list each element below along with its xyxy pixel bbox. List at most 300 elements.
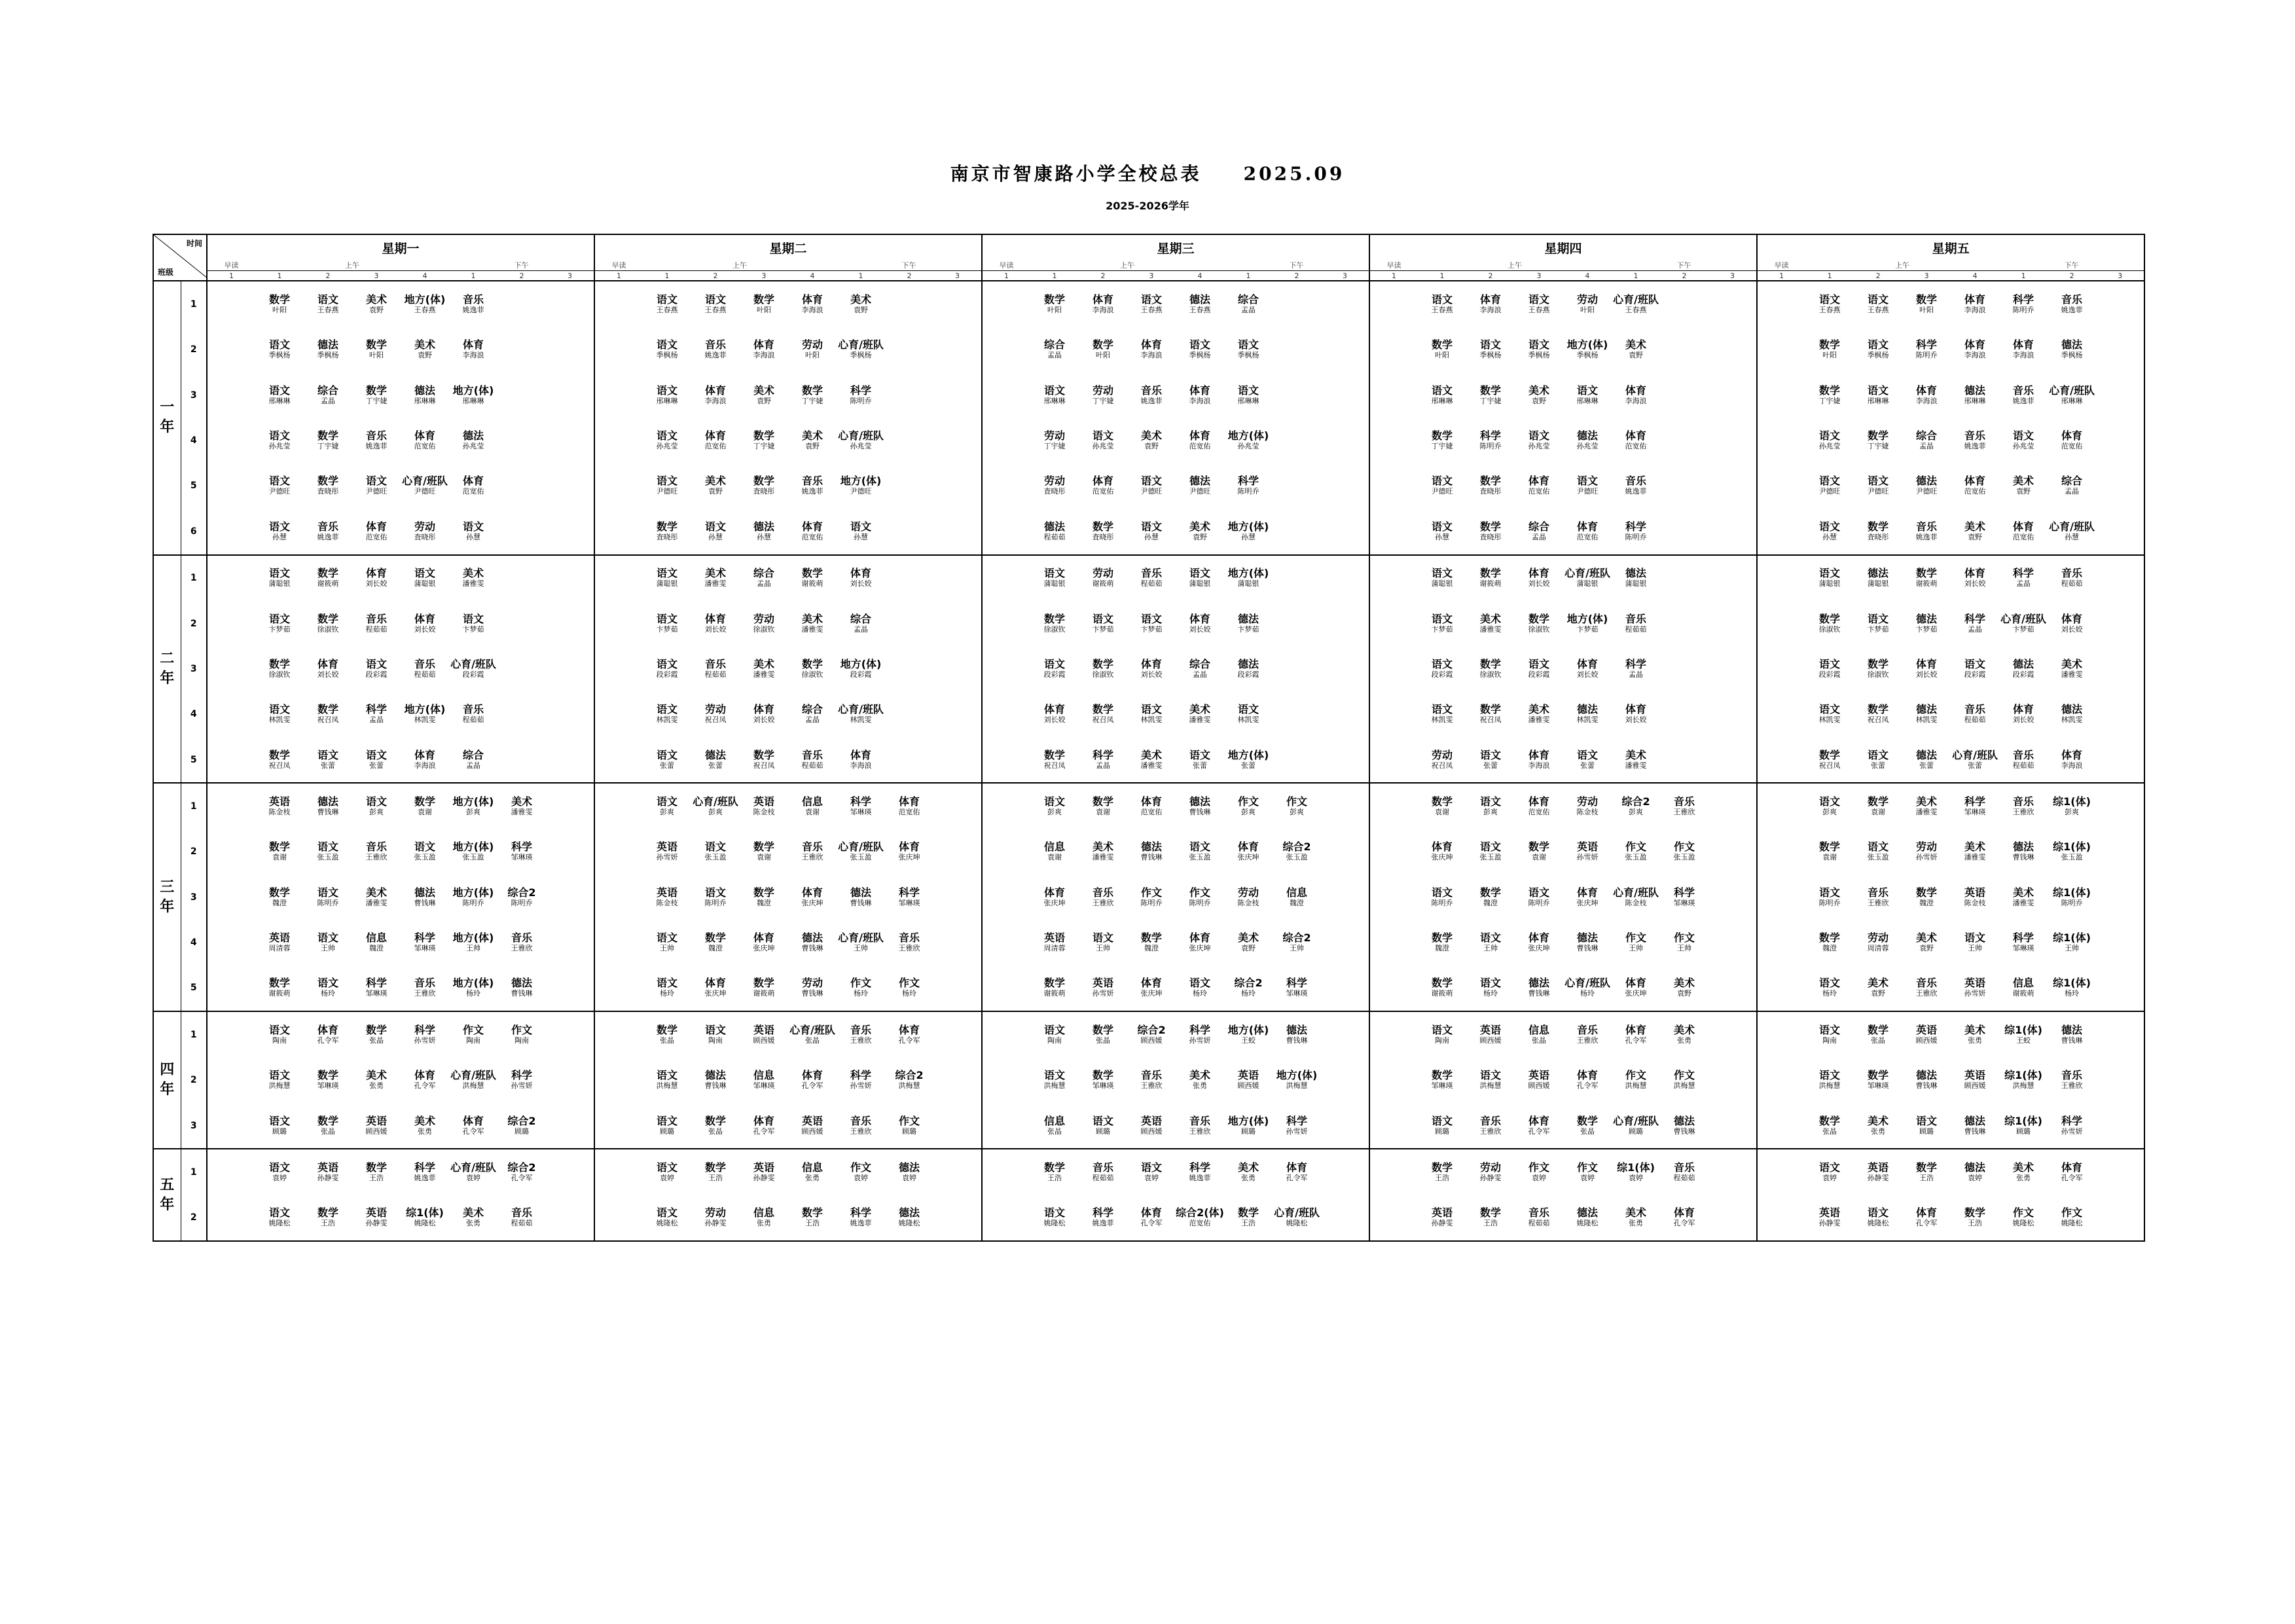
subject-text: 音乐 [705, 657, 727, 670]
teacher-text: 袁谢 [1096, 807, 1111, 816]
teacher-text: 邹琳瑛 [850, 807, 872, 816]
teacher-text: 姚隆松 [268, 1219, 291, 1228]
subject-text: 美术 [1625, 1206, 1647, 1219]
teacher-text: 顾西媛 [1479, 1036, 1502, 1045]
teacher-text: 陈明乔 [1818, 898, 1841, 907]
lesson-cell [933, 463, 982, 509]
subject-text: 科学 [2013, 293, 2034, 306]
lesson-cell [1854, 829, 1902, 875]
lesson-cell [1321, 920, 1369, 965]
lesson-cell [1369, 418, 1418, 463]
subject-text: 德法 [1189, 475, 1211, 488]
subject-text: 语文 [1093, 931, 1114, 945]
teacher-text: 袁野 [1193, 532, 1208, 541]
subject-text: 语文 [1044, 384, 1066, 397]
lesson-cell [207, 463, 255, 509]
lesson-cell [788, 783, 837, 829]
teacher-text: 叶阳 [757, 306, 772, 315]
lesson-cell [1563, 965, 1612, 1011]
teacher-text: 孟晶 [2016, 579, 2031, 588]
teacher-text: 林凯雯 [1915, 715, 1938, 725]
subject-text: 体育 [802, 886, 823, 899]
lesson-cell [1127, 783, 1176, 829]
subject-text: 作文 [462, 1023, 484, 1036]
teacher-text: 蒲聪银 [414, 579, 436, 588]
lesson-cell [1515, 1149, 1563, 1195]
lesson-cell [1951, 1195, 1999, 1241]
lesson-cell [740, 965, 788, 1011]
subject-text: 语文 [1432, 1114, 1453, 1127]
teacher-text: 刘长姣 [850, 579, 872, 588]
teacher-text: 季枫杨 [1528, 351, 1550, 360]
teacher-text: 孟晶 [1047, 351, 1062, 360]
lesson-cell [691, 1149, 740, 1195]
lesson-cell [1515, 1195, 1563, 1241]
lesson-cell [1708, 646, 1757, 691]
subject-text: 综合 [1528, 520, 1550, 533]
teacher-text: 袁野 [854, 306, 869, 315]
subject-text: 音乐 [1625, 475, 1647, 488]
lesson-cell [401, 1057, 449, 1102]
lesson-cell [352, 1103, 401, 1149]
lesson-cell [1612, 601, 1660, 646]
period-number: 1 [1369, 271, 1418, 281]
teacher-text: 陈明乔 [2012, 306, 2034, 315]
teacher-text: 张玉盈 [414, 853, 436, 862]
subject-text: 数学 [705, 1114, 727, 1127]
subject-text: 信息 [802, 1161, 823, 1174]
afternoon-label: 下午 [1612, 260, 1757, 271]
subject-text: 体育 [317, 1023, 338, 1036]
lesson-cell [1418, 281, 1466, 327]
lesson-cell [1418, 1195, 1466, 1241]
teacher-text: 孔令军 [1915, 1219, 1938, 1228]
lesson-cell [546, 1011, 594, 1057]
teacher-text: 袁婷 [1629, 1173, 1644, 1182]
lesson-cell [933, 965, 982, 1011]
lesson-cell [1176, 327, 1224, 372]
subject-text: 音乐 [1141, 567, 1163, 580]
teacher-text: 孙兆莹 [462, 442, 484, 451]
teacher-text: 范宽佑 [1092, 487, 1114, 496]
lesson-cell [304, 418, 352, 463]
period-number: 1 [982, 271, 1030, 281]
teacher-text: 王春燕 [1625, 306, 1647, 315]
lesson-cell [788, 965, 837, 1011]
teacher-text: 蒲聪银 [1867, 579, 1889, 588]
teacher-text: 曹钱琳 [1528, 989, 1550, 998]
subject-text: 语文 [1432, 293, 1453, 306]
lesson-cell [1902, 829, 1951, 875]
teacher-text: 陈明乔 [462, 898, 484, 907]
subject-text: 语文 [1432, 475, 1453, 488]
morning-label: 上午 [1418, 260, 1612, 271]
subject-text: 音乐 [1916, 977, 1938, 990]
teacher-text: 彭爽 [1047, 807, 1062, 816]
lesson-cell [1030, 829, 1079, 875]
lesson-cell [401, 281, 449, 327]
lesson-cell [1999, 463, 2048, 509]
subject-text: 心育/班队 [1613, 886, 1659, 899]
subject-text: 体育 [1964, 338, 1986, 352]
teacher-text: 张晶 [708, 1127, 723, 1136]
subject-text: 语文 [1964, 931, 1986, 945]
lesson-cell [1660, 418, 1708, 463]
subject-text: 数学 [1093, 338, 1114, 352]
lesson-cell [1515, 737, 1563, 783]
teacher-text: 孔令军 [801, 1081, 823, 1091]
subject-text: 音乐 [1964, 703, 1986, 716]
subject-text: 体育 [1432, 840, 1453, 854]
subject-text: 信息 [802, 795, 823, 808]
lesson-cell [1079, 692, 1127, 737]
subject-text: 数学 [1044, 612, 1066, 625]
period-number: 1 [1999, 271, 2048, 281]
lesson-cell [1030, 692, 1079, 737]
lesson-cell [1854, 281, 1902, 327]
class-number: 2 [181, 601, 207, 646]
teacher-text: 孟晶 [1193, 670, 1208, 679]
lesson-cell [1805, 509, 1854, 554]
subject-text: 数学 [753, 886, 775, 899]
class-number: 2 [181, 1057, 207, 1102]
subject-text: 地方(体) [404, 703, 446, 716]
lesson-cell [740, 829, 788, 875]
subject-text: 德法 [317, 338, 338, 352]
lesson-cell [788, 372, 837, 418]
teacher-text: 段彩霞 [1528, 670, 1550, 679]
subject-text: 音乐 [511, 931, 532, 945]
teacher-text: 李海浪 [462, 351, 484, 360]
lesson-cell [1030, 601, 1079, 646]
subject-text: 英语 [1044, 931, 1066, 945]
subject-text: 地方(体) [452, 795, 494, 808]
lesson-cell [1079, 281, 1127, 327]
teacher-text: 李海浪 [2012, 351, 2034, 360]
day-header: 星期一 [207, 234, 594, 260]
subject-text: 语文 [1480, 840, 1502, 854]
lesson-cell [1224, 372, 1273, 418]
lesson-cell [982, 783, 1030, 829]
subject-text: 德法 [1868, 567, 1889, 580]
period-number: 3 [1515, 271, 1563, 281]
teacher-text: 査晓彤 [1479, 487, 1502, 496]
lesson-cell [1515, 965, 1563, 1011]
teacher-text: 潘雅雯 [2012, 898, 2034, 907]
lesson-cell [643, 463, 691, 509]
subject-text: 语文 [268, 338, 290, 352]
subject-text: 音乐 [899, 931, 920, 945]
subject-text: 语文 [1432, 657, 1453, 670]
lesson-cell [255, 692, 304, 737]
teacher-text: 王雅欣 [850, 1127, 872, 1136]
lesson-cell [837, 327, 885, 372]
teacher-text: 邹琳瑛 [1092, 1081, 1114, 1091]
lesson-cell [1612, 1057, 1660, 1102]
lesson-cell [2096, 646, 2144, 691]
subject-text: 语文 [1819, 1069, 1841, 1082]
teacher-text: 王雅欣 [1915, 989, 1938, 998]
subject-text: 作文 [850, 1161, 872, 1174]
subject-text: 数学 [1044, 977, 1066, 990]
subject-text: 心育/班队 [693, 795, 738, 808]
lesson-cell [2048, 327, 2096, 372]
lesson-cell [1999, 1103, 2048, 1149]
lesson-cell [1563, 737, 1612, 783]
subject-text: 劳动 [1432, 748, 1453, 761]
teacher-text: 姚逸菲 [704, 351, 727, 360]
lesson-cell [1418, 372, 1466, 418]
teacher-text: 洪梅慧 [1043, 1081, 1066, 1091]
subject-text: 心育/班队 [402, 475, 448, 488]
lesson-cell [1805, 965, 1854, 1011]
teacher-text: 蒲聪银 [268, 579, 291, 588]
grade-label: 二 年 [153, 555, 181, 784]
lesson-cell [643, 509, 691, 554]
teacher-text: 刘长姣 [1528, 579, 1550, 588]
subject-text: 语文 [1528, 338, 1550, 352]
lesson-cell [1079, 1011, 1127, 1057]
teacher-text: 顾璐 [660, 1127, 675, 1136]
teacher-text: 曹钱琳 [414, 898, 436, 907]
class-number: 1 [181, 1149, 207, 1195]
subject-text: 语文 [268, 703, 290, 716]
teacher-text: 孔令军 [511, 1173, 533, 1182]
subject-text: 音乐 [462, 703, 484, 716]
teacher-text: 张蕾 [708, 761, 723, 770]
lesson-cell [207, 372, 255, 418]
lesson-cell [546, 1057, 594, 1102]
subject-text: 语文 [1044, 795, 1066, 808]
subject-text: 语文 [1238, 703, 1259, 716]
lesson-cell [352, 1057, 401, 1102]
teacher-text: 孙雪妍 [1092, 989, 1114, 998]
lesson-cell [352, 875, 401, 920]
lesson-cell [2048, 463, 2096, 509]
teacher-text: 顾西媛 [801, 1127, 823, 1136]
subject-text: 德法 [1916, 1069, 1938, 1082]
subject-text: 作文 [1528, 1161, 1550, 1174]
subject-text: 体育 [753, 1114, 775, 1127]
lesson-cell [1418, 646, 1466, 691]
lesson-cell [1418, 965, 1466, 1011]
teacher-text: 程茹茹 [704, 670, 727, 679]
afternoon-label: 下午 [1999, 260, 2144, 271]
period-number: 4 [401, 271, 449, 281]
subject-text: 语文 [657, 1161, 678, 1174]
lesson-cell [1854, 555, 1902, 601]
teacher-text: 程茹茹 [511, 1219, 533, 1228]
lesson-cell [1563, 783, 1612, 829]
teacher-text: 孙静雯 [365, 1219, 388, 1228]
lesson-cell [1563, 601, 1612, 646]
subject-text: 德法 [899, 1161, 920, 1174]
lesson-cell [1127, 692, 1176, 737]
subject-text: 数学 [268, 293, 290, 306]
lesson-cell [2096, 327, 2144, 372]
teacher-text: 卞梦茹 [1867, 624, 1889, 634]
lesson-cell [1902, 737, 1951, 783]
lesson-cell [982, 1057, 1030, 1102]
subject-text: 劳动 [414, 520, 435, 533]
teacher-text: 丁宇婕 [365, 396, 388, 405]
teacher-text: 范宽佑 [1576, 532, 1599, 541]
subject-text: 数学 [657, 1023, 678, 1036]
morning-label: 上午 [643, 260, 837, 271]
lesson-cell [1273, 509, 1321, 554]
teacher-text: 袁婷 [660, 1173, 675, 1182]
lesson-cell [1127, 875, 1176, 920]
lesson-cell [1418, 1149, 1466, 1195]
lesson-cell [740, 418, 788, 463]
teacher-text: 彭爽 [708, 807, 723, 816]
lesson-cell [1273, 875, 1321, 920]
teacher-text: 陶南 [1047, 1036, 1062, 1045]
lesson-cell [255, 1057, 304, 1102]
subject-text: 美术 [802, 612, 823, 625]
period-number: 3 [2096, 271, 2144, 281]
teacher-text: 李海浪 [704, 396, 727, 405]
class-number: 3 [181, 875, 207, 920]
teacher-text: 叶阳 [1822, 351, 1837, 360]
class-row [153, 875, 2144, 920]
lesson-cell [352, 920, 401, 965]
teacher-text: 杨玲 [2065, 989, 2080, 998]
subject-text: 体育 [1093, 293, 1114, 306]
teacher-text: 潘雅雯 [1479, 624, 1502, 634]
teacher-text: 袁野 [1629, 351, 1644, 360]
teacher-text: 季枫杨 [850, 351, 872, 360]
lesson-cell [933, 646, 982, 691]
lesson-cell [982, 875, 1030, 920]
lesson-cell [1999, 601, 2048, 646]
subject-text: 德法 [2061, 703, 2083, 716]
subject-text: 地方(体) [452, 840, 494, 854]
subject-text: 音乐 [2061, 293, 2083, 306]
teacher-text: 王雅欣 [365, 853, 388, 862]
teacher-text: 段彩霞 [1818, 670, 1841, 679]
subject-text: 地方(体) [1227, 429, 1269, 442]
teacher-text: 邹琳瑛 [317, 1081, 339, 1091]
subject-text: 综合2(体) [1176, 1206, 1224, 1219]
subject-text: 语文 [1480, 748, 1502, 761]
teacher-text: 蒲聪银 [1043, 579, 1066, 588]
subject-text: 语文 [1189, 567, 1211, 580]
subject-text: 数学 [802, 567, 823, 580]
subject-text: 美术 [2013, 475, 2034, 488]
subject-text: 作文 [511, 1023, 532, 1036]
lesson-cell [1708, 875, 1757, 920]
teacher-text: 曹钱琳 [1140, 853, 1163, 862]
lesson-cell [1176, 965, 1224, 1011]
lesson-cell [2096, 372, 2144, 418]
teacher-text: 孟晶 [321, 396, 335, 405]
lesson-cell [1708, 920, 1757, 965]
grade-label: 五 年 [153, 1149, 181, 1241]
teacher-text: 叶阳 [1435, 351, 1450, 360]
lesson-cell [1515, 1057, 1563, 1102]
teacher-text: 顾璐 [272, 1127, 287, 1136]
subject-text: 综合 [317, 384, 338, 397]
teacher-text: 陶南 [466, 1036, 480, 1045]
teacher-text: 祝召凤 [1092, 715, 1114, 725]
teacher-text: 孙雪妍 [1915, 853, 1938, 862]
lesson-cell [401, 737, 449, 783]
subject-text: 语文 [268, 1114, 290, 1127]
teacher-text: 陈金枝 [1964, 898, 1986, 907]
teacher-text: 蒲聪银 [1625, 579, 1647, 588]
lesson-cell [2096, 601, 2144, 646]
lesson-cell [1805, 281, 1854, 327]
class-number: 1 [181, 281, 207, 327]
lesson-cell [2096, 829, 2144, 875]
subject-text: 作文 [1238, 795, 1259, 808]
period-number: 4 [1176, 271, 1224, 281]
subject-text: 英语 [753, 1023, 775, 1036]
lesson-cell [352, 692, 401, 737]
teacher-text: 刘长姣 [753, 715, 775, 725]
lesson-cell [1369, 463, 1418, 509]
teacher-text: 袁谢 [1822, 853, 1837, 862]
lesson-cell [788, 737, 837, 783]
subject-text: 语文 [1577, 384, 1599, 397]
teacher-text: 段彩霞 [1043, 670, 1066, 679]
lesson-cell [1176, 372, 1224, 418]
lesson-cell [2048, 920, 2096, 965]
subject-text: 体育 [1674, 1206, 1695, 1219]
class-row [153, 737, 2144, 783]
subject-text: 科学 [850, 795, 872, 808]
period-number: 3 [740, 271, 788, 281]
lesson-cell [1321, 281, 1369, 327]
teacher-text: 范宽佑 [2012, 532, 2034, 541]
teacher-text: 孙雪妍 [511, 1081, 533, 1091]
lesson-cell [1176, 920, 1224, 965]
subject-text: 作文 [1625, 840, 1647, 854]
lesson-cell [304, 692, 352, 737]
subject-text: 语文 [1432, 1023, 1453, 1036]
subject-text: 美术 [753, 384, 775, 397]
teacher-text: 孔令军 [898, 1036, 920, 1045]
lesson-cell [982, 601, 1030, 646]
teacher-text: 叶阳 [1919, 306, 1934, 315]
subject-text: 数学 [268, 748, 290, 761]
teacher-text: 王浩 [1483, 1219, 1498, 1228]
subject-text: 语文 [268, 1161, 290, 1174]
subject-text: 综1(体) [2053, 931, 2091, 945]
lesson-cell [788, 1149, 837, 1195]
subject-text: 语文 [317, 977, 338, 990]
teacher-text: 陈金枝 [1237, 898, 1259, 907]
teacher-text: 孟晶 [1919, 442, 1934, 451]
subject-text: 体育 [2013, 703, 2034, 716]
lesson-cell [885, 1195, 933, 1241]
teacher-text: 陈明乔 [317, 898, 339, 907]
lesson-cell [1515, 509, 1563, 554]
subject-text: 数学 [1432, 977, 1453, 990]
lesson-cell [352, 418, 401, 463]
teacher-text: 潘雅雯 [1625, 761, 1647, 770]
subject-text: 德法 [1916, 748, 1938, 761]
teacher-text: 季枫杨 [1576, 351, 1599, 360]
class-row [153, 646, 2144, 691]
teacher-text: 孙雪妍 [656, 853, 678, 862]
teacher-text: 姚隆松 [1286, 1219, 1308, 1228]
lesson-cell [1999, 965, 2048, 1011]
teacher-text: 姚隆松 [1867, 1219, 1889, 1228]
lesson-cell [1515, 281, 1563, 327]
teacher-text: 王雅欣 [801, 853, 823, 862]
